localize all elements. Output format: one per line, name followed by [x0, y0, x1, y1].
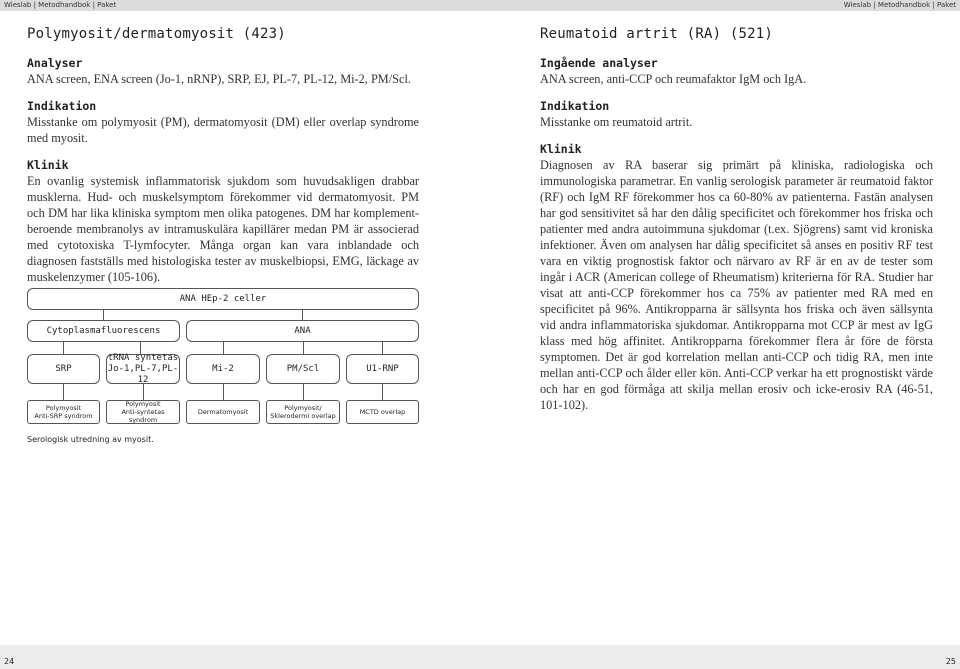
connector [143, 384, 144, 400]
outcome-anti-syntetas-line1: Polymyosit [125, 400, 161, 408]
left-column [27, 26, 419, 285]
right-analyser-text: ANA screen, anti-CCP och reumafaktor IgM och IgA. [540, 72, 807, 86]
right-klinik-text: Diagnosen av RA baserar sig primärt på kliniska, radiologiska och immunologiska parametrar. En vanlig serologisk parameter är reumatoid faktor (RF) och IgM RF förekommer hos ca 60-80% av patienterna. Fastän analysen har god sensitivitet så har den dålig specificitet och förekommer hos friska och patienter med andra autoimmuna sjukdomar (t.ex. Sjögrens) samt vid kroniska infektioner. Även om analysen har dålig specificitet så anses en positiv RF test vara en viktig prognostisk faktor och närvaro av RF är en av de tester som ingår i ACR (American college of Rheumatism) kriterierna för RA. Studier har visat att anti-CCP förekommer hos ca 75% av patienter med RA med en specificitet på 96%. Antikropparna är sällsynta hos friska och även sällsynta vid andra inflammatoriska sjukdomar. Antikropparna mot CCP är mest av IgG klass med hög affinitet. Antikropparna förekommer flera år före de första symptomen. Det är god korrelation mellan anti-CCP och tidig RA, men inte mellan anti-CCP och ålder eller kön. Anti-CCP verkar ha ett prognostiskt värde och har en god förmåga att skilja mellan erosiv och icke-erosiv RA (46-51, 101-102). [540, 158, 933, 412]
node-pmscl-label: PM/Scl [286, 363, 320, 374]
node-cytoplasma-label: Cytoplasmafluorescens [46, 325, 161, 336]
outcome-anti-syntetas [106, 400, 180, 424]
connector [382, 384, 383, 400]
node-trna-label-1: tRNA syntetas [107, 352, 179, 363]
connector [223, 342, 224, 354]
connector [63, 384, 64, 400]
left-indikation-heading: Indikation [27, 99, 97, 113]
node-ana [186, 320, 419, 342]
outcome-mctd-overlap [346, 400, 419, 424]
diagram-caption: Serologisk utredning av myosit. [27, 435, 154, 444]
outcome-sklerodermi-line2: Sklerodermi overlap [270, 412, 336, 420]
outcome-sklerodermi-line1: Polymyosit/ [284, 404, 322, 412]
outcome-anti-syntetas-line2: Anti-syntetas syndrom [121, 408, 165, 424]
page-header-bar [0, 0, 960, 11]
left-analyser-text: ANA screen, ENA screen (Jo-1, nRNP), SRP, EJ, PL-7, PL-12, Mi-2, PM/Scl. [27, 72, 411, 86]
outcome-dermatomyosit-label: Dermatomyosit [197, 408, 249, 416]
header-left-text: Wieslab | Metodhandbok | Paket [4, 1, 117, 9]
connector [223, 384, 224, 400]
node-srp-label: SRP [55, 363, 72, 374]
page-number-left: 24 [4, 657, 15, 666]
left-indikation-text: Misstanke om polymyosit (PM), dermatomyosit (DM) eller overlap syndrome med myosit. [27, 115, 419, 145]
header-right-text: Wieslab | Metodhandbok | Paket [843, 1, 956, 9]
node-ana-label: ANA [294, 325, 311, 336]
right-title: Reumatoid artrit (RA) (521) [540, 26, 773, 42]
node-pmscl [266, 354, 340, 384]
page-number-right: 25 [945, 657, 956, 666]
outcome-anti-srp-line2: Anti-SRP syndrom [34, 412, 93, 420]
node-trna-label-2: Jo-1,PL-7,PL-12 [107, 363, 179, 385]
node-cytoplasma [27, 320, 180, 342]
node-mi2 [186, 354, 260, 384]
connector [303, 342, 304, 354]
connector [302, 310, 303, 320]
connector [382, 342, 383, 354]
connector [103, 310, 104, 320]
right-klinik-heading: Klinik [540, 142, 582, 156]
outcome-mctd-label: MCTD overlap [359, 408, 406, 416]
right-indikation-heading: Indikation [540, 99, 610, 113]
node-srp [27, 354, 100, 384]
right-column [540, 26, 933, 413]
connector [303, 384, 304, 400]
node-mi2-label: Mi-2 [212, 363, 234, 374]
connector [63, 342, 64, 354]
node-u1rnp-label: U1-RNP [366, 363, 399, 374]
node-ana-hep2 [27, 288, 419, 310]
outcome-dermatomyosit [186, 400, 260, 424]
left-klinik-text: En ovanlig systemisk inflammatorisk sjukdom som huvudsakligen drabbar musklerna. Hud- och muskelsymptom förekommer vid dermatomyosit. PM och DM har lika kliniska symptom men olika patogenes. DM har komplement-beroende membranolys av intramuskulära kapillärer medan PM är associerad med cytotoxiska T-lymfocyter. Många organ kan vara inblandade och diagnosen fastställs med histologiska tester av muskelbiopsi, EMG, läckage av muskelenzymer (105-106). [27, 174, 419, 284]
outcome-anti-srp [27, 400, 100, 424]
myositis-flow-diagram [27, 288, 447, 438]
outcome-anti-srp-line1: Polymyosit [45, 404, 82, 412]
node-ana-hep2-label: ANA HEp-2 celler [179, 293, 267, 304]
left-title: Polymyosit/dermatomyosit (423) [27, 26, 286, 42]
left-analyser-heading: Analyser [27, 56, 83, 70]
node-trna [106, 354, 180, 384]
page-footer-bar [0, 645, 960, 669]
outcome-sklerodermi-overlap [266, 400, 340, 424]
right-indikation-text: Misstanke om reumatoid artrit. [540, 115, 693, 129]
left-klinik-heading: Klinik [27, 158, 69, 172]
right-analyser-heading: Ingående analyser [540, 56, 658, 70]
node-u1rnp [346, 354, 419, 384]
